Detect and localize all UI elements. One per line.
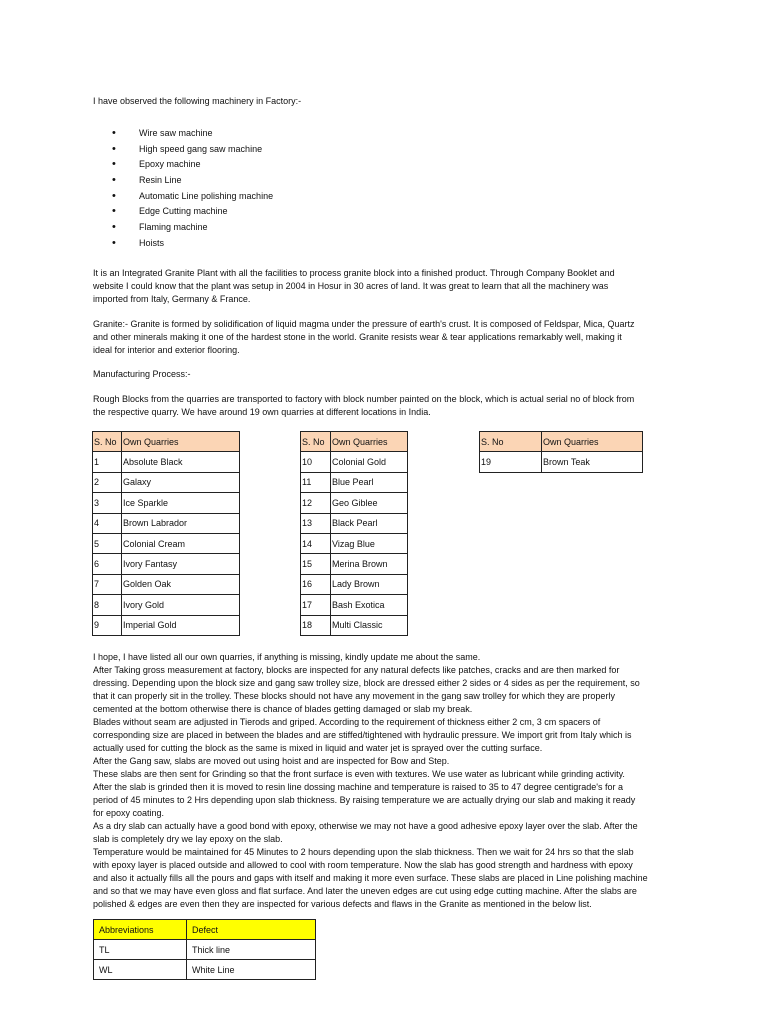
table-row <box>301 493 408 513</box>
sno-cell: 18 <box>301 615 331 635</box>
intro-text: I have observed the following machinery in Factory:- <box>93 96 302 106</box>
quarry-cell: Colonial Gold <box>331 452 408 472</box>
paragraph-line: slab is completely dry we lay epoxy on the slab. <box>93 834 283 844</box>
paragraph-line: with epoxy layer is placed outside and allowed to cool with room temperature. Now the slab has good strength and hardness with epoxy <box>93 860 633 870</box>
quarries-header: Own Quarries <box>122 432 240 452</box>
sno-cell: 17 <box>301 595 331 615</box>
table-row <box>93 513 240 533</box>
abbr-cell: TL <box>94 940 187 960</box>
quarries-header: Own Quarries <box>331 432 408 452</box>
sno-cell: 12 <box>301 493 331 513</box>
table-row <box>93 595 240 615</box>
quarry-cell: Lady Brown <box>331 574 408 594</box>
quarry-cell: Vizag Blue <box>331 533 408 553</box>
sno-cell: 1 <box>93 452 122 472</box>
table-header-row <box>301 432 408 452</box>
paragraph-line: Granite:- Granite is formed by solidification of liquid magma under the pressure of earth's crust. It is composed of Feldspar, Mica, Quartz <box>93 319 635 329</box>
sno-cell: 8 <box>93 595 122 615</box>
paragraph-line: that it can properly sit in the trolley. These blocks should not have any movement in the gang saw trolley for which they are properly <box>93 691 615 701</box>
paragraph-line: As a dry slab can actually have a good bond with epoxy, otherwise we may not have a good adhesive epoxy layer over the slab. After the <box>93 821 638 831</box>
abbreviations-header: Abbreviations <box>94 920 187 940</box>
quarry-cell: Imperial Gold <box>122 615 240 635</box>
sno-cell: 4 <box>93 513 122 533</box>
list-item: • Hoists <box>112 236 273 252</box>
quarry-cell: Blue Pearl <box>331 472 408 492</box>
table-row <box>93 554 240 574</box>
quarry-cell: Golden Oak <box>122 574 240 594</box>
table-row <box>301 574 408 594</box>
sno-cell: 15 <box>301 554 331 574</box>
table-row <box>301 595 408 615</box>
table-row <box>93 452 240 472</box>
sno-cell: 9 <box>93 615 122 635</box>
quarry-cell: Ivory Gold <box>122 595 240 615</box>
paragraph-line: and also it actually fills all the pours and gaps with itself and making it more even surface. These slabs are placed in Line polishing machine <box>93 873 648 883</box>
paragraph-line: After Taking gross measurement at factory, blocks are inspected for any natural defects like patches, cracks and are then marked for <box>93 665 620 675</box>
paragraph-line: imported from Italy, Germany & France. <box>93 294 251 304</box>
machinery-list <box>112 126 273 252</box>
paragraph-line: After the Gang saw, slabs are moved out using hoist and are inspected for Bow and Step. <box>93 756 450 766</box>
table-row <box>94 940 316 960</box>
sno-header: S. No <box>480 432 542 452</box>
defect-header: Defect <box>187 920 316 940</box>
quarry-cell: Colonial Cream <box>122 533 240 553</box>
table-row <box>301 533 408 553</box>
paragraph-line: and other minerals making it one of the hardest stone in the world. Granite resists wear & tear applications remarkably well, making it <box>93 332 622 342</box>
sno-cell: 6 <box>93 554 122 574</box>
paragraph-line: Rough Blocks from the quarries are transported to factory with block number painted on the block, which is actual serial no of block from <box>93 394 635 404</box>
table-row <box>301 472 408 492</box>
sno-cell: 3 <box>93 493 122 513</box>
quarry-cell: Absolute Black <box>122 452 240 472</box>
table-row <box>480 452 643 472</box>
sno-cell: 7 <box>93 574 122 594</box>
list-item: • Automatic Line polishing machine <box>112 189 273 205</box>
paragraph-line: cemented at the bottom otherwise there is chance of blades getting damaged or slab my break. <box>93 704 473 714</box>
table-row <box>301 513 408 533</box>
manufacturing-heading: Manufacturing Process:- <box>93 369 191 379</box>
sno-cell: 11 <box>301 472 331 492</box>
paragraph-line: period of 45 minutes to 2 Hrs depending upon slab thickness. By raising temperature we are actually drying our slab and making it ready <box>93 795 636 805</box>
table-row <box>93 533 240 553</box>
abbreviation-table <box>93 919 316 980</box>
sno-cell: 2 <box>93 472 122 492</box>
table-row <box>301 452 408 472</box>
defect-cell: Thick line <box>187 940 316 960</box>
table-row <box>93 472 240 492</box>
table-header-row <box>93 432 240 452</box>
paragraph-line: the respective quarry. We have around 19 own quarries at different locations in India. <box>93 407 431 417</box>
quarry-cell: Brown Labrador <box>122 513 240 533</box>
quarry-table-3 <box>479 431 643 473</box>
paragraph-line: Temperature would be maintained for 45 Minutes to 2 hours depending upon the slab thickness. Then we wait for 24 hrs so that the slab <box>93 847 634 857</box>
paragraph-line: for epoxy coating. <box>93 808 165 818</box>
quarry-cell: Ivory Fantasy <box>122 554 240 574</box>
list-item: • Flaming machine <box>112 220 273 236</box>
process-paragraph <box>93 651 676 911</box>
paragraph-line: corresponding size are placed in between the blades and are stiffed/tightened with hydraulic pressure. We import grit from Italy which is <box>93 730 632 740</box>
quarry-cell: Multi Classic <box>331 615 408 635</box>
quarry-cell: Black Pearl <box>331 513 408 533</box>
sno-cell: 14 <box>301 533 331 553</box>
sno-cell: 10 <box>301 452 331 472</box>
list-item: • Wire saw machine <box>112 126 273 142</box>
quarry-cell: Merina Brown <box>331 554 408 574</box>
quarry-cell: Geo Giblee <box>331 493 408 513</box>
paragraph-line: These slabs are then sent for Grinding so that the front surface is even with textures. We use water as lubricant while grinding activity. <box>93 769 625 779</box>
list-item: • Epoxy machine <box>112 157 273 173</box>
sno-cell: 13 <box>301 513 331 533</box>
table-row <box>93 493 240 513</box>
granite-paragraph <box>93 318 676 357</box>
sno-cell: 16 <box>301 574 331 594</box>
quarry-table-1 <box>92 431 240 636</box>
table-row <box>93 574 240 594</box>
paragraph-line: ideal for interior and exterior flooring. <box>93 345 240 355</box>
abbr-cell: WL <box>94 960 187 980</box>
list-item: • Resin Line <box>112 173 273 189</box>
table-row <box>94 960 316 980</box>
blocks-paragraph <box>93 393 676 419</box>
table-row <box>301 615 408 635</box>
list-item: • High speed gang saw machine <box>112 142 273 158</box>
quarry-table-2 <box>300 431 408 636</box>
quarry-cell: Ice Sparkle <box>122 493 240 513</box>
sno-header: S. No <box>93 432 122 452</box>
list-item: • Edge Cutting machine <box>112 204 273 220</box>
table-header-row <box>94 920 316 940</box>
defect-cell: White Line <box>187 960 316 980</box>
paragraph-line: polished & edges are even then they are inspected for various defects and flaws in the Granite as mentioned in the below list. <box>93 899 592 909</box>
paragraph-line: actually used for cutting the block as the same is mixed in liquid and water jet is sprayed over the cutting surface. <box>93 743 543 753</box>
paragraph-line: website I could know that the plant was setup in 2004 in Hosur in 30 acres of land. It was great to learn that all the machinery was <box>93 281 609 291</box>
table-row <box>93 615 240 635</box>
quarries-header: Own Quarries <box>542 432 643 452</box>
plant-paragraph <box>93 267 676 306</box>
paragraph-line: and so that we may have even gloss and flat surface. And later the uneven edges are cut using edge cutting machine. After the slabs are <box>93 886 637 896</box>
table-header-row <box>480 432 643 452</box>
quarry-cell: Brown Teak <box>542 452 643 472</box>
quarry-cell: Bash Exotica <box>331 595 408 615</box>
sno-cell: 19 <box>480 452 542 472</box>
table-row <box>301 554 408 574</box>
paragraph-line: After the slab is grinded then it is moved to resin line dossing machine and temperature is raised to 35 to 47 degree centigrade's for a <box>93 782 624 792</box>
paragraph-line: dressing. Depending upon the block size and gang saw trolley size, block are dressed either 2 sides or 4 sides as per the requirement, so <box>93 678 640 688</box>
sno-header: S. No <box>301 432 331 452</box>
quarry-cell: Galaxy <box>122 472 240 492</box>
sno-cell: 5 <box>93 533 122 553</box>
paragraph-line: I hope, I have listed all our own quarries, if anything is missing, kindly update me about the same. <box>93 652 481 662</box>
paragraph-line: It is an Integrated Granite Plant with all the facilities to process granite block into a finished product. Through Company Booklet and <box>93 268 615 278</box>
paragraph-line: Blades without seam are adjusted in Tierods and griped. According to the requirement of thickness either 2 cm, 3 cm spacers of <box>93 717 601 727</box>
